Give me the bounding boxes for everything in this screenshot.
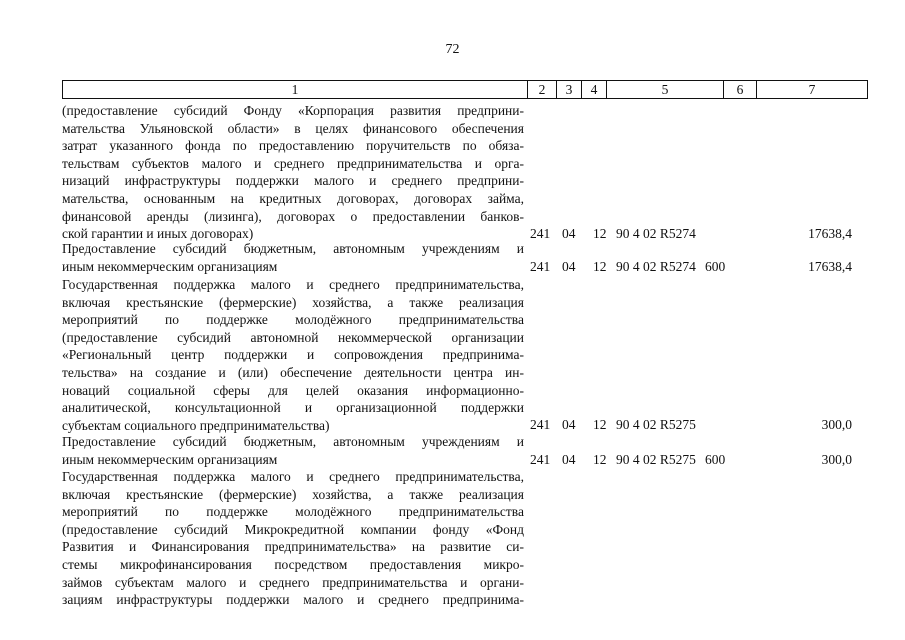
description-line: мательства, основанным на кредитных договорах, договорах займа, xyxy=(62,190,524,206)
description-line: Развития и Финансирования предпринимательства» на развитие си- xyxy=(62,539,524,555)
description-line: Предоставление субсидий бюджетным, автономным учреждениям и xyxy=(62,241,524,256)
row-description xyxy=(62,433,524,468)
column-header-1: 1 xyxy=(63,81,528,99)
row-description xyxy=(62,468,524,609)
description-line: субъектам социального предпринимательства) xyxy=(62,417,330,433)
column-header-row xyxy=(63,81,868,99)
target-article-code: 90 4 02 R5275 xyxy=(616,417,696,432)
description-line: стемы микрофинансирования посредством предоставления микро- xyxy=(62,556,524,572)
amount-value: 300,0 xyxy=(821,417,852,432)
amount-value: 17638,4 xyxy=(808,259,852,274)
row-description xyxy=(62,240,524,275)
column-header-4: 4 xyxy=(582,81,607,99)
description-line: зациям инфраструктуры поддержки малого и среднего предпринима- xyxy=(62,592,524,608)
target-article-code: 90 4 02 R5274 xyxy=(616,226,696,241)
description-line: (предоставление субсидий Фонду «Корпорация развития предприни- xyxy=(62,103,524,118)
column-header-5: 5 xyxy=(607,81,724,99)
subsection-code: 12 xyxy=(593,259,607,274)
amount-value: 300,0 xyxy=(821,452,852,467)
column-header-7: 7 xyxy=(757,81,868,99)
section-code: 04 xyxy=(562,226,576,241)
description-line: включая крестьянские (фермерские) хозяйства, а также реализация xyxy=(62,486,524,502)
description-line: иным некоммерческим организациям xyxy=(62,258,278,274)
target-article-code: 90 4 02 R5274 xyxy=(616,259,696,274)
ministry-code: 241 xyxy=(530,226,551,241)
description-line: (предоставление субсидий автономной некоммерческой организации xyxy=(62,329,524,345)
description-line: тельства» на создание и (или) обеспечение деятельности центра ин- xyxy=(62,364,524,380)
ministry-code: 241 xyxy=(530,259,551,274)
subsection-code: 12 xyxy=(593,417,607,432)
section-code: 04 xyxy=(562,259,576,274)
description-line: ской гарантии и иных договорах) xyxy=(62,226,254,242)
description-line: мероприятий по поддержке молодёжного предпринимательства xyxy=(62,312,524,328)
description-line: мероприятий по поддержке молодёжного предпринимательства xyxy=(62,504,524,520)
description-line: займов субъектам малого и среднего предпринимательства и органи- xyxy=(62,574,524,590)
column-header-2: 2 xyxy=(528,81,557,99)
section-code: 04 xyxy=(562,452,576,467)
description-line: аналитической, консультационной и организационной поддержки xyxy=(62,400,524,416)
description-line: мательства Ульяновской области» в целях финансового обеспечения xyxy=(62,120,524,136)
row-description xyxy=(62,102,524,243)
page-number: 72 xyxy=(445,42,460,57)
description-line: «Региональный центр поддержки и сопровождения предпринима- xyxy=(62,347,524,363)
description-line: Предоставление субсидий бюджетным, автономным учреждениям и xyxy=(62,434,524,449)
row-description xyxy=(62,276,524,434)
section-code: 04 xyxy=(562,417,576,432)
description-line: низаций инфраструктуры поддержки малого и среднего предприни- xyxy=(62,173,524,189)
column-header-3: 3 xyxy=(557,81,582,99)
expense-type-code: 600 xyxy=(705,452,726,467)
description-line: включая крестьянские (фермерские) хозяйства, а также реализация xyxy=(62,294,524,310)
ministry-code: 241 xyxy=(530,417,551,432)
description-line: Государственная поддержка малого и среднего предпринимательства, xyxy=(62,277,524,292)
amount-value: 17638,4 xyxy=(808,226,852,241)
description-line: новаций социальной сферы для целей оказания информационно- xyxy=(62,382,524,398)
subsection-code: 12 xyxy=(593,226,607,241)
description-line: финансовой аренды (лизинга), договорах о предоставлении банков- xyxy=(62,208,524,224)
column-header-6: 6 xyxy=(724,81,757,99)
description-line: иным некоммерческим организациям xyxy=(62,451,278,467)
description-line: затрат указанного фонда по предоставлению поручительств по обяза- xyxy=(62,138,524,154)
target-article-code: 90 4 02 R5275 xyxy=(616,452,696,467)
expense-type-code: 600 xyxy=(705,259,726,274)
ministry-code: 241 xyxy=(530,452,551,467)
description-line: тельствам субъектов малого и среднего предпринимательства и орга- xyxy=(62,155,524,171)
subsection-code: 12 xyxy=(593,452,607,467)
description-line: (предоставление субсидий Микрокредитной компании фонду «Фонд xyxy=(62,521,524,537)
description-line: Государственная поддержка малого и среднего предпринимательства, xyxy=(62,469,524,484)
column-header-table xyxy=(62,80,868,99)
